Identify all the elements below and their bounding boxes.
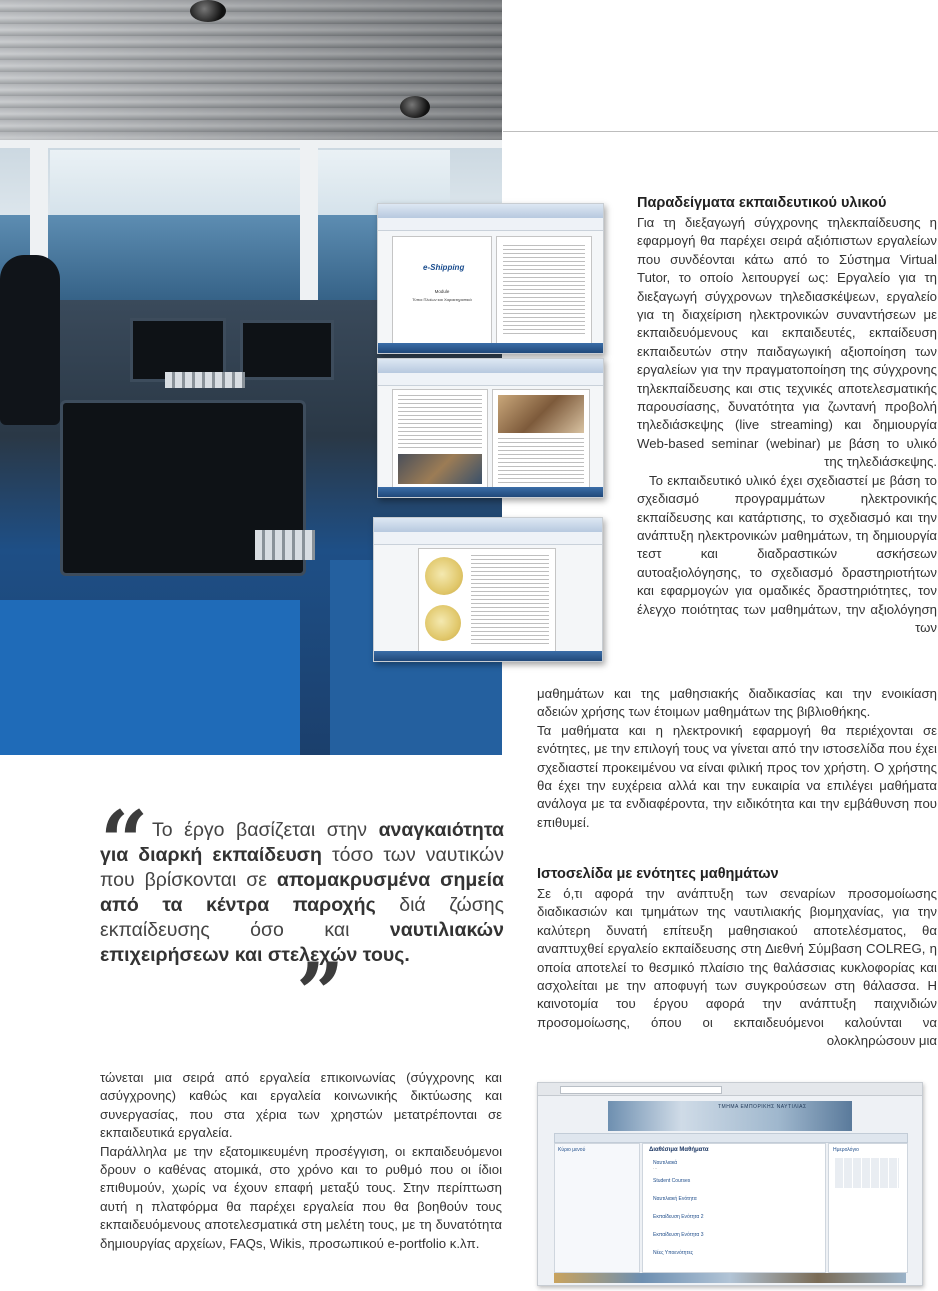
ceiling-camera-dome (400, 96, 430, 118)
embedded-photo (398, 454, 482, 484)
document-page (392, 236, 492, 346)
browser-bar (538, 1083, 922, 1096)
text-lines (398, 395, 482, 450)
close-quote-icon: ” (296, 944, 345, 1043)
calendar-grid (835, 1158, 899, 1188)
quote-text: τόσο των ναυτικών που βρίσκονται σε (100, 844, 504, 891)
ribbon-toolbar (378, 218, 603, 231)
console-keypad (165, 372, 245, 388)
course-link[interactable]: Νέες Υποενότητες (653, 1250, 694, 1256)
embedded-photo (498, 395, 584, 433)
eshipping-logo: e-Shipping (423, 263, 465, 272)
course-link[interactable]: Ναυτιλιακή Ενότητα (653, 1196, 697, 1202)
paragraph: Παράλληλα με την εξατομικευμένη προσέγγιση, οι εκπαιδευόμενοι δρουν ο καθένας ατομικά, στο χρόνο και το ρυθμό που οι ίδιοι επιθυμούν, χωρίς να έχουν επαφή μεταξύ τους. Στην περίπτωση αυτή η πλατφόρμα θα παρέχει εργαλεία που θα βοηθούν τους εκπαιδευόμενους αποτελεσματικά στη μελέτη τους, με τη δυνατότητα δημιουργίας αρχείων, FAQs, Wikis, προσωπικού e-portfolio κ.λπ. (100, 1143, 502, 1251)
examples-text-block (637, 214, 937, 637)
console-panel (0, 600, 300, 755)
ceiling-shade (0, 0, 502, 140)
paragraph: Για τη διεξαγωγή σύγχρονης τηλεκπαίδευσης η εφαρμογή θα παρέχει σειρά αξιόπιστων εργαλείων που συνδέονται κάτω από το Σύστημα Virtual Tutor, το οποίο λειτουργεί ως: Εργαλείο για τη διεξαγωγή σύγχρονων τηλεδιασκέψεων, εργαλείο για τη διαχείριση ηλεκτρονικών συναντήσεων με εκπαιδευόμενους και εκπαιδευτές, εκπαίδευση εκπαιδευτών στην παιδαγωγική αξιοποίηση των εργαλείων για την πραγματοποίηση της σύγχρονης τηλεκπαίδευσης και στις τεχνικές αποτελεσματικής παρουσίασης, δυνατότητα για ζωντανή προβολή τηλεδιάσκεψης (live streaming) και δημιουργία Web-based seminar (webinar) με βάση το υλικό της τηλεδιάσκεψης. (637, 215, 937, 470)
window-titlebar (378, 359, 603, 373)
calendar-title: Ημερολόγιο (833, 1147, 859, 1153)
screenshot-document-cover (377, 203, 604, 354)
site-footer-strip (554, 1273, 906, 1283)
course-link[interactable]: Student Courses (653, 1178, 691, 1184)
site-banner-text: ΤΜΗΜΑ ΕΜΠΟΡΙΚΗΣ ΝΑΥΤΙΛΙΑΣ (718, 1104, 807, 1110)
course-link[interactable]: Ναυτιλιακά (653, 1160, 678, 1166)
open-quote-icon: “ (100, 792, 149, 891)
quote-text: Το έργο βασίζεται στην (152, 819, 379, 841)
screenshot-document-maps (373, 517, 603, 662)
ribbon-toolbar (374, 532, 602, 545)
screenshot-document-article (377, 358, 604, 498)
paragraph: μαθημάτων και της μαθησιακής διαδικασίας και την ενοικίαση αδειών χρήσης των έτοιμων μαθημάτων της βιβλιοθήκης. (537, 686, 937, 720)
sidebar-title: Κύριο μενού (558, 1147, 586, 1153)
heading-website: Ιστοσελίδα με ενότητες μαθημάτων (537, 866, 779, 882)
globe-map (425, 557, 463, 595)
table-lines (471, 555, 549, 647)
site-main (642, 1143, 826, 1273)
globe-map (425, 605, 461, 641)
left-text-block (100, 1069, 502, 1253)
website-text-block (537, 885, 937, 1051)
quote-text: διά ζώσης εκπαίδευσης όσο και (100, 894, 504, 941)
toc-page (496, 236, 592, 346)
toc-lines (503, 245, 585, 337)
cover-line-1: Module (434, 289, 450, 294)
site-sidebar (554, 1143, 640, 1273)
taskbar (374, 651, 602, 661)
address-bar (560, 1086, 722, 1094)
captain-chair (0, 255, 60, 425)
paragraph: τώνεται μια σειρά από εργαλεία επικοινωνίας (σύγχρονης και ασύγχρονης) καθώς και εργαλεία κοινωνικής δικτύωσης και συνεργασίας, που στα χέρια των χρηστών μετατρέπονται σε εκπαιδευτικά εργαλεία. (100, 1070, 502, 1141)
site-calendar (828, 1143, 908, 1273)
course-desc: ··· (653, 1166, 658, 1171)
examples-text-block-wide (537, 685, 937, 832)
console-keypad (255, 530, 315, 560)
courses-title: Διαθέσιμα Μαθήματα (649, 1147, 709, 1153)
course-link[interactable]: Εκπαίδευση Ενότητα 3 (653, 1232, 704, 1238)
top-rule (503, 131, 938, 132)
paragraph: Σε ό,τι αφορά την ανάπτυξη των σεναρίων προσομοίωσης διαδικασιών και τμημάτων της ναυτιλιακής βιομηχανίας, για την καλύτερη δυνατή επίτευξη μαθησιακού αποτελέσματος, θα αναπτυχθεί εργαλείο εκπαίδευσης στη Διεθνή Σύμβαση COLREG, η οποία αποτελεί το θεσμικό πλαίσιο της θαλάσσιας κυκλοφορίας και ασχολείται με την αποφυγή των συγκρούσεων στη θάλασσα. Η καινοτομία του έργου αφορά την ανάπτυξη παιχνιδιών προσομοίωσης, όπου οι εκπαιδευόμενοι καλούνται να ολοκληρώσουν μια (537, 886, 937, 1049)
ribbon-toolbar (378, 373, 603, 386)
taskbar (378, 343, 603, 353)
quote-bold: απομακρυσμένα σημεία από τα κέντρα παροχής (100, 869, 505, 916)
heading-examples: Παραδείγματα εκπαιδευτικού υλικού (637, 195, 887, 211)
document-page (418, 548, 556, 654)
paragraph: Τα μαθήματα και η ηλεκτρονική εφαρμογή θα περιέχονται σε ενότητες, με την επιλογή τους να γίνεται από την ιστοσελίδα που έχει σχεδιαστεί προκειμένου να είναι φιλική προς τον χρήστη. Ο χρήστης θα έχει την ευχέρεια αλλά και την ευκαιρία να επιλέγει μαθήματα ανάλογα με τα ενδιαφέροντα, την ειδικότητα και την εμβάθυνση που επιθυμεί. (537, 722, 937, 830)
window-titlebar (374, 518, 602, 532)
site-nav (554, 1133, 908, 1143)
window-titlebar (378, 204, 603, 218)
document-page (492, 389, 590, 489)
window-frame (0, 140, 502, 148)
quote-bold: αναγκαιότητα για διαρκή εκπαίδευση (100, 819, 504, 866)
console-screen (240, 320, 334, 380)
text-lines (498, 438, 584, 484)
taskbar (378, 487, 603, 497)
quote-bold: ναυτιλιακών επιχειρήσεων και στελεχών τους. (100, 919, 504, 966)
ceiling-camera-dome (190, 0, 226, 22)
cover-line-2: Τύποι Πλοίων και Χαρακτηριστικά (412, 297, 472, 302)
document-page (392, 389, 488, 489)
paragraph: Το εκπαιδευτικό υλικό έχει σχεδιαστεί με βάση το σχεδιασμό προγραμμάτων ηλεκτρονικής εκπαίδευσης και κατάρτισης, το σχεδιασμό και την ανάπτυξη ηλεκτρονικών μαθημάτων, τη δημιουργία τεστ και διαδραστικών ασκήσεων αυτοαξιολόγησης, το σχεδιασμό δραστηριοτήτων και εφαρμογών για ομαδικές δραστηριότητες, τον έλεγχο ποιότητας των μαθημάτων, την αξιολόγηση των (637, 472, 937, 635)
course-link[interactable]: Εκπαίδευση Ενότητα 2 (653, 1214, 704, 1220)
website-screenshot (537, 1082, 923, 1286)
